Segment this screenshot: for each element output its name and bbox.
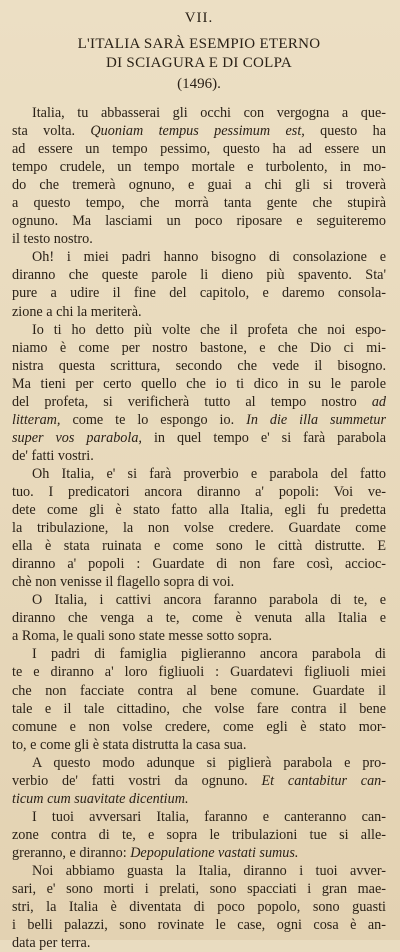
text-run: tempo crudele, un tempo mortale e turbolento, in mo-	[12, 159, 386, 176]
text-line	[12, 627, 386, 645]
text-line	[12, 266, 386, 284]
text-run: Io ti ho detto più volte che il profeta che noi espo-	[32, 321, 386, 338]
text-line	[12, 555, 386, 573]
text-line	[12, 321, 386, 339]
paragraph	[12, 808, 386, 862]
text-run: sta volta.	[12, 123, 91, 140]
text-line	[12, 609, 386, 627]
text-line	[12, 772, 386, 790]
text-line	[12, 465, 386, 483]
latin-quote: ad	[371, 393, 386, 410]
text-run: greranno, e diranno:	[12, 844, 131, 861]
text-run: to, e come gli è stata distrutta la casa sua.	[12, 736, 247, 753]
text-run: a Roma, le quali sono state messe sotto sopra.	[12, 628, 273, 645]
text-run: ad essere un tempo pessimo, questo ha ad essere un	[12, 141, 386, 158]
text-line	[12, 826, 386, 844]
text-line	[12, 122, 386, 140]
text-line	[12, 880, 386, 898]
text-run: in quel tempo e' si farà parabola	[141, 429, 386, 446]
text-run: diranno a' popoli : Guardate di non fare così, accioc-	[12, 556, 386, 573]
paragraph	[12, 465, 386, 591]
chapter-year: (1496).	[177, 76, 221, 92]
latin-quote: Depopulatione vastati sumus.	[130, 844, 299, 861]
paragraph	[12, 591, 386, 645]
chapter-title-line-1: L'ITALIA SARÀ ESEMPIO ETERNO	[77, 36, 321, 52]
text-line	[12, 393, 386, 411]
text-run: zone contra di te, e sopra le tribulazioni tue si alle-	[12, 826, 386, 843]
latin-quote: ticum cum suavitate dicentium.	[12, 790, 189, 807]
text-line	[12, 645, 386, 663]
text-line	[12, 501, 386, 519]
text-run: Oh! i miei padri hanno bisogno di consolazione e	[32, 249, 386, 266]
text-line	[12, 284, 386, 302]
text-line	[12, 663, 386, 681]
text-run: del profeta, si verificherà tutto al tempo nostro	[12, 393, 372, 410]
text-line	[12, 303, 386, 321]
body-text	[12, 104, 386, 952]
text-run: zione a chi la meriterà.	[12, 303, 142, 320]
text-line	[12, 862, 386, 880]
text-line	[12, 212, 386, 230]
text-run: niamo è come per nostro bastone, e che Dio ci mi-	[12, 339, 386, 356]
text-run: A questo modo adunque si piglierà parabola e pro-	[32, 754, 386, 771]
paragraph	[12, 754, 386, 808]
text-run: Noi abbiamo guasta la Italia, diranno i tuoi avver-	[32, 862, 386, 879]
text-line	[12, 375, 386, 393]
text-run: verbio de' fatti vostri da ognuno.	[12, 772, 262, 789]
text-run: che non facciate contra al bene comune. Guardate il	[12, 682, 386, 699]
paragraph	[12, 862, 386, 952]
latin-quote: Et cantabitur can-	[261, 772, 386, 789]
text-line	[12, 718, 386, 736]
text-run: tuo. I predicatori ancora diranno a' popoli: Voi ve-	[12, 483, 386, 500]
text-run: come te lo espongo io.	[60, 411, 247, 428]
text-run: sari, e' sono morti i prelati, sono spacciati i gran mae-	[12, 881, 386, 898]
text-line	[12, 357, 386, 375]
text-line	[12, 483, 386, 501]
text-line	[12, 754, 386, 772]
text-run: il testo nostro.	[12, 231, 93, 248]
text-run: comune e non volse credere, come egli è stato mor-	[12, 718, 386, 735]
text-line	[12, 140, 386, 158]
text-run: pure a udire il fine del capitolo, e daremo consola-	[12, 285, 386, 302]
text-run: i belli palazzi, sono rovinate le case, ogni cosa è an-	[12, 917, 386, 934]
text-line	[12, 158, 386, 176]
text-line	[12, 682, 386, 700]
paragraph	[12, 645, 386, 753]
text-line	[12, 790, 386, 808]
text-run: Italia, tu abbasserai gli occhi con vergogna a que-	[32, 105, 386, 121]
text-line	[12, 591, 386, 609]
text-run: O Italia, i cattivi ancora faranno parabola di te, e	[32, 592, 386, 609]
text-run: diranno che venga a te, come è venuta alla Italia e	[12, 610, 386, 627]
text-line	[12, 339, 386, 357]
text-run: chè non venisse il flagello sopra di voi.	[12, 574, 235, 591]
text-line	[12, 700, 386, 718]
latin-quote: super vos parabola,	[12, 429, 142, 446]
text-line	[12, 808, 386, 826]
latin-quote: Quoniam tempus pessimum est,	[90, 123, 305, 140]
text-line	[12, 519, 386, 537]
paragraph	[12, 321, 386, 465]
text-run: la tribulazione, la non volse credere. Guardate come	[12, 520, 386, 537]
text-run: dete come gli è stato fatto alla Italia, egli fu predetta	[12, 502, 386, 519]
text-run: diranno che queste parole li dieno più spavento. Sta'	[12, 267, 386, 284]
paragraph	[12, 104, 386, 248]
text-run: nistra questa scrittura, secondo che vede il bisogno.	[12, 357, 386, 374]
text-run: de' fatti vostri.	[12, 447, 94, 464]
text-run: I tuoi avversari Italia, faranno e canteranno can-	[32, 808, 386, 825]
latin-quote: litteram,	[12, 411, 61, 428]
text-line	[12, 194, 386, 212]
text-line	[12, 934, 386, 952]
text-line	[12, 537, 386, 555]
text-line	[12, 916, 386, 934]
text-run: I padri di famiglia piglieranno ancora parabola di	[32, 646, 386, 663]
text-run: do che tremerà ognuno, e guai a chi gli si troverà	[12, 177, 386, 194]
text-line	[12, 736, 386, 754]
text-run: te e diranno a' loro figliuoli : Guardatevi figliuoli miei	[12, 664, 386, 681]
text-run: Oh Italia, e' si farà proverbio e parabola del fatto	[32, 465, 386, 482]
chapter-title-line-2: DI SCIAGURA E DI COLPA	[105, 55, 293, 71]
chapter-number: VII.	[184, 10, 214, 26]
text-run: ella è stata ruinata e come sono le città distrutte. E	[12, 538, 386, 555]
text-run: ognuno. Ma lasciami un poco riposare e seguiteremo	[12, 213, 386, 230]
text-run: tale e il tale cittadino, che volse fare contra il bene	[12, 700, 386, 717]
text-line	[12, 573, 386, 591]
text-line	[12, 230, 386, 248]
text-line	[12, 248, 386, 266]
text-line	[12, 844, 386, 862]
text-run: stri, la Italia è diventata di poco popolo, sono guasti	[12, 899, 386, 916]
text-run: Ma tieni per certo quello che io ti dico in su le parole	[12, 375, 386, 392]
text-run: data per terra.	[12, 935, 91, 952]
text-run: a questo tempo, che morrà tanta gente che stupirà	[12, 195, 386, 212]
paragraph	[12, 248, 386, 320]
text-line	[12, 176, 386, 194]
text-line	[12, 447, 386, 465]
text-line	[12, 429, 386, 447]
text-line	[12, 898, 386, 916]
text-line	[12, 411, 386, 429]
text-line	[12, 104, 386, 122]
latin-quote: In die illa summetur	[246, 411, 386, 428]
text-run: questo ha	[304, 123, 386, 140]
